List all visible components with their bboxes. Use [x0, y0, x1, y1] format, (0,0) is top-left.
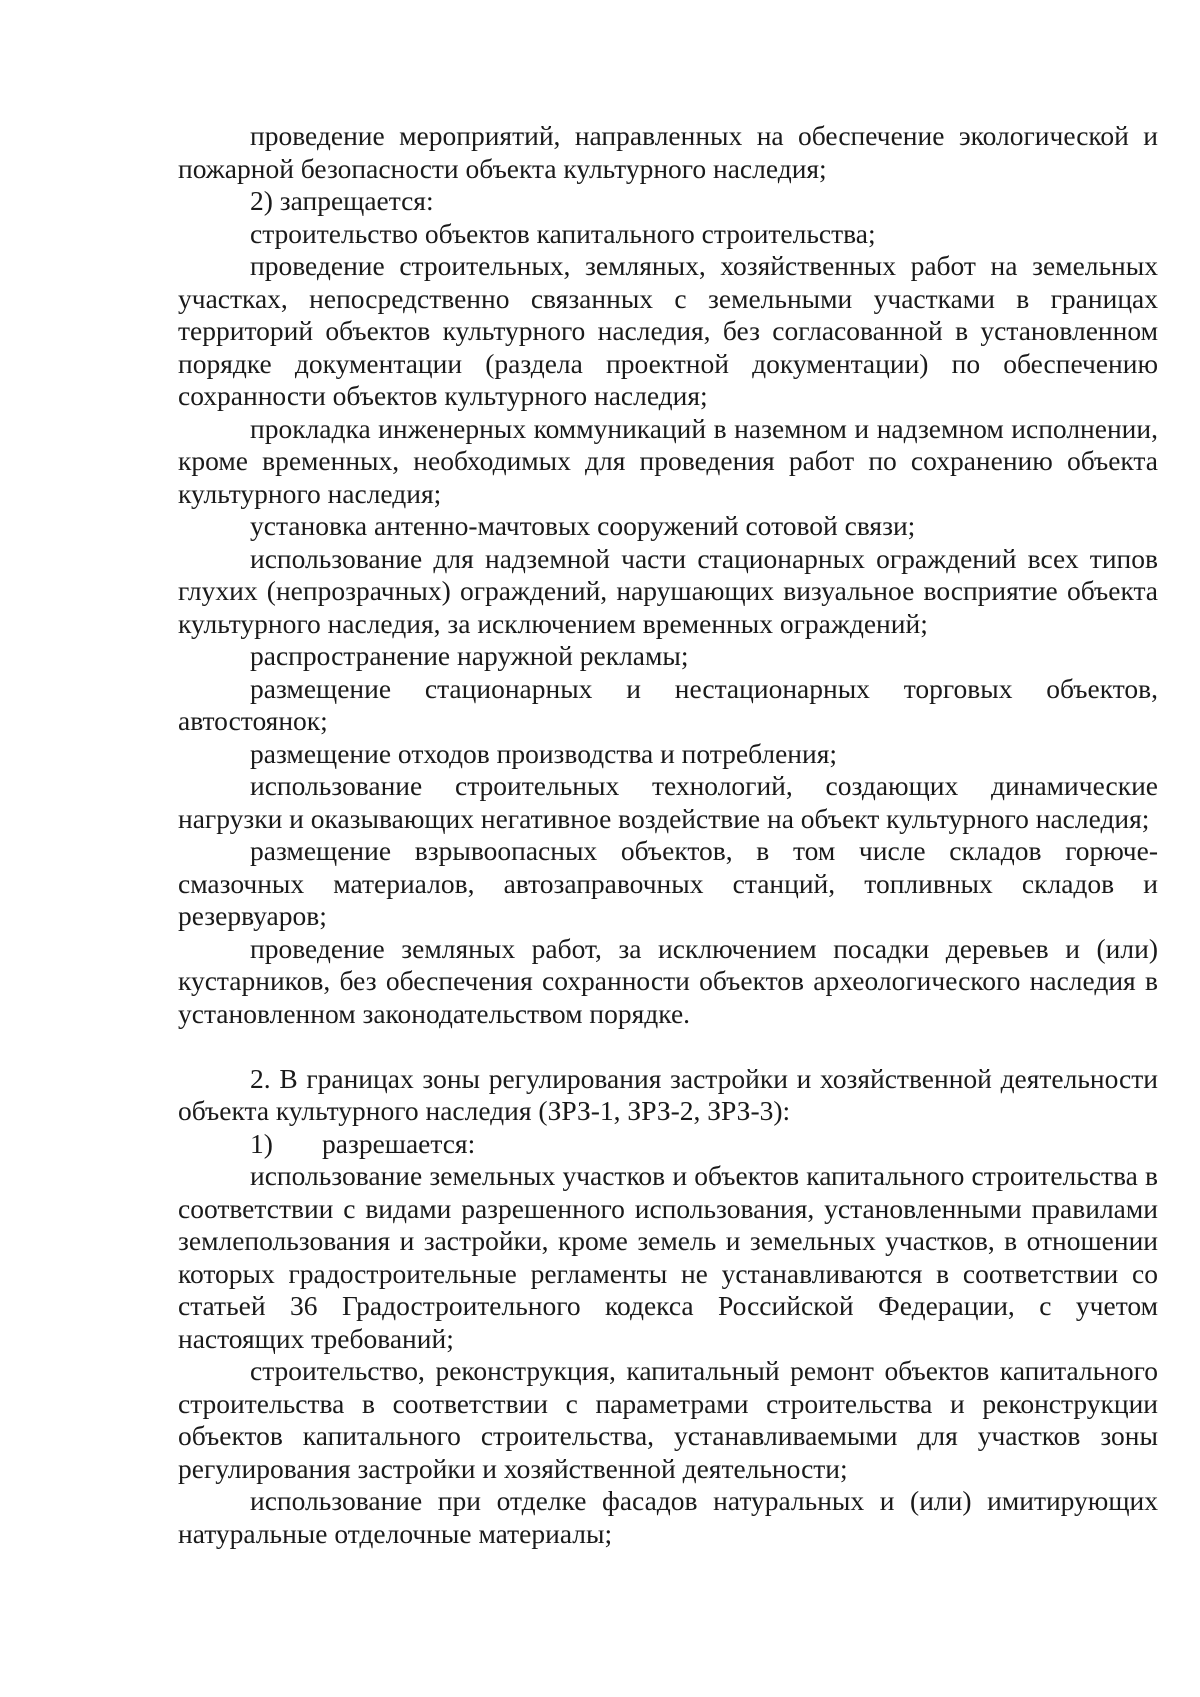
paragraph: прокладка инженерных коммуникаций в наземном и надземном исполнении, кроме временных, необходимых для проведения работ по сохранению объекта культурного наследия;: [178, 412, 1158, 509]
list-heading-prohibited: 2) запрещается:: [250, 185, 434, 216]
paragraph: использование для надземной части стационарных ограждений всех типов глухих (непрозрачных) ограждений, нарушающих визуальное восприятие объекта культурного наследия, за исключением временных ограждений;: [178, 542, 1158, 639]
paragraph: проведение мероприятий, направленных на обеспечение экологической и пожарной безопасности объекта культурного наследия;: [178, 120, 1158, 184]
paragraph: проведение земляных работ, за исключением посадки деревьев и (или) кустарников, без обеспечения сохранности объектов археологического наследия в установленном законодательством порядке.: [178, 932, 1158, 1029]
paragraph: строительство объектов капитального строительства;: [250, 217, 876, 249]
paragraph: распространение наружной рекламы;: [250, 640, 689, 671]
paragraph: размещение взрывоопасных объектов, в том числе складов горюче-смазочных материалов, автозаправочных станций, топливных складов и резервуаров;: [178, 835, 1158, 931]
list-heading-label: разрешается:: [322, 1127, 476, 1159]
paragraph: размещение отходов производства и потребления;: [250, 737, 838, 769]
document-body: [178, 120, 1158, 1550]
list-number: 1): [250, 1127, 273, 1159]
paragraph: строительство, реконструкция, капитальный ремонт объектов капитального строительства в соответствии с параметрами строительства и реконструкции объектов капитального строительства, устанавливаемыми для участков зоны регулирования застройки и хозяйственной деятельности;: [178, 1355, 1158, 1484]
paragraph: размещение стационарных и нестационарных торговых объектов, автостоянок;: [178, 672, 1158, 736]
section-heading: 2. В границах зоны регулирования застройки и хозяйственной деятельности объекта культурного наследия (ЗРЗ-1, ЗРЗ-2, ЗРЗ-3):: [178, 1062, 1158, 1126]
paragraph: использование земельных участков и объектов капитального строительства в соответствии с видами разрешенного использования, установленными правилами землепользования и застройки, кроме земель и земельных участков, в отношении которых градостроительные регламенты не устанавливаются в соответствии со статьей 36 Градостроительного кодекса Российской Федерации, с учетом настоящих требований;: [178, 1160, 1158, 1354]
paragraph: использование при отделке фасадов натуральных и (или) имитирующих натуральные отделочные материалы;: [178, 1485, 1158, 1549]
paragraph: установка антенно-мачтовых сооружений сотовой связи;: [250, 510, 916, 541]
paragraph: использование строительных технологий, создающих динамические нагрузки и оказывающих негативное воздействие на объект культурного наследия;: [178, 770, 1158, 834]
paragraph: проведение строительных, земляных, хозяйственных работ на земельных участках, непосредственно связанных с земельными участками в границах территорий объектов культурного наследия, без согласованной в установленном порядке документации (раздела проектной документации) по обеспечению сохранности объектов культурного наследия;: [178, 250, 1158, 411]
list-heading-permitted: [178, 1128, 1158, 1161]
